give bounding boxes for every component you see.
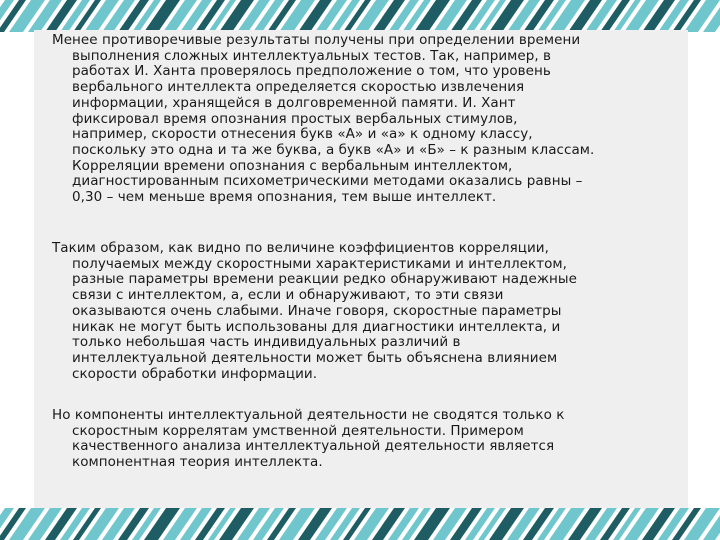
paragraph-1-line-11: 0,30 – чем меньше время опознания, тем выше интеллект. [72, 189, 497, 206]
paragraph-2-line-4: связи с интеллектом, а, если и обнаруживают, то эти связи [72, 287, 504, 304]
paragraph-3-line-1: Но компоненты интеллектуальной деятельности не сводятся только к [52, 407, 565, 423]
paragraph-2-line-2: получаемых между скоростными характеристиками и интеллектом, [72, 255, 567, 272]
paragraph-3-line-2: скоростным коррелятам умственной деятельности. Примером [72, 422, 524, 439]
stripes-pattern [0, 508, 720, 540]
paragraph-2-line-3: разные параметры времени реакции редко обнаруживают надежные [72, 271, 577, 288]
paragraph-2-line-8: интеллектуальной деятельности может быть объяснена влиянием [72, 349, 558, 366]
paragraph-2-line-5: оказываются очень слабыми. Иначе говоря, скоростные параметры [72, 302, 562, 319]
paragraph-2-line-7: только небольшая часть индивидуальных различий в [72, 334, 461, 351]
stripes-pattern [0, 0, 720, 32]
paragraph-3-line-3: качественного анализа интеллектуальной деятельности является [72, 438, 555, 455]
paragraph-1-line-8: поскольку это одна и та же буква, а букв «А» и «Б» – к разным классам. [72, 141, 595, 158]
paragraph-1-line-10: диагностированным психометрическими методами оказались равны – [72, 173, 583, 190]
paragraph-2-line-9: скорости обработки информации. [72, 365, 318, 382]
paragraph-1-line-1: Менее противоречивые результаты получены при определении времени [52, 32, 581, 48]
paragraph-1-line-4: вербального интеллекта определяется скоростью извлечения [72, 79, 525, 96]
paragraph-3-line-4: компонентная теория интеллекта. [72, 454, 323, 471]
bottom-decorative-stripes [0, 508, 720, 540]
paragraph-3 [52, 408, 704, 471]
top-decorative-stripes [0, 0, 720, 32]
slide-text-area [34, 30, 688, 508]
paragraph-1-line-7: например, скорости отнесения букв «А» и «а» к одному классу, [72, 126, 533, 143]
paragraph-2-line-6: никак не могут быть использованы для диагностики интеллекта, и [72, 318, 561, 335]
paragraph-2 [52, 241, 704, 382]
paragraph-1-line-6: фиксировал время опознания простых вербальных стимулов, [72, 110, 518, 127]
paragraph-1 [52, 33, 704, 206]
paragraph-1-line-5: информации, хранящейся в долговременной памяти. И. Хант [72, 94, 516, 111]
paragraph-1-line-9: Корреляции времени опознания с вербальным интеллектом, [72, 157, 513, 174]
paragraph-2-line-1: Таким образом, как видно по величине коэффициентов корреляции, [52, 240, 549, 256]
paragraph-1-line-3: работах И. Ханта проверялось предположение о том, что уровень [72, 63, 551, 80]
paragraph-1-line-2: выполнения сложных интеллектуальных тестов. Так, например, в [72, 47, 552, 64]
